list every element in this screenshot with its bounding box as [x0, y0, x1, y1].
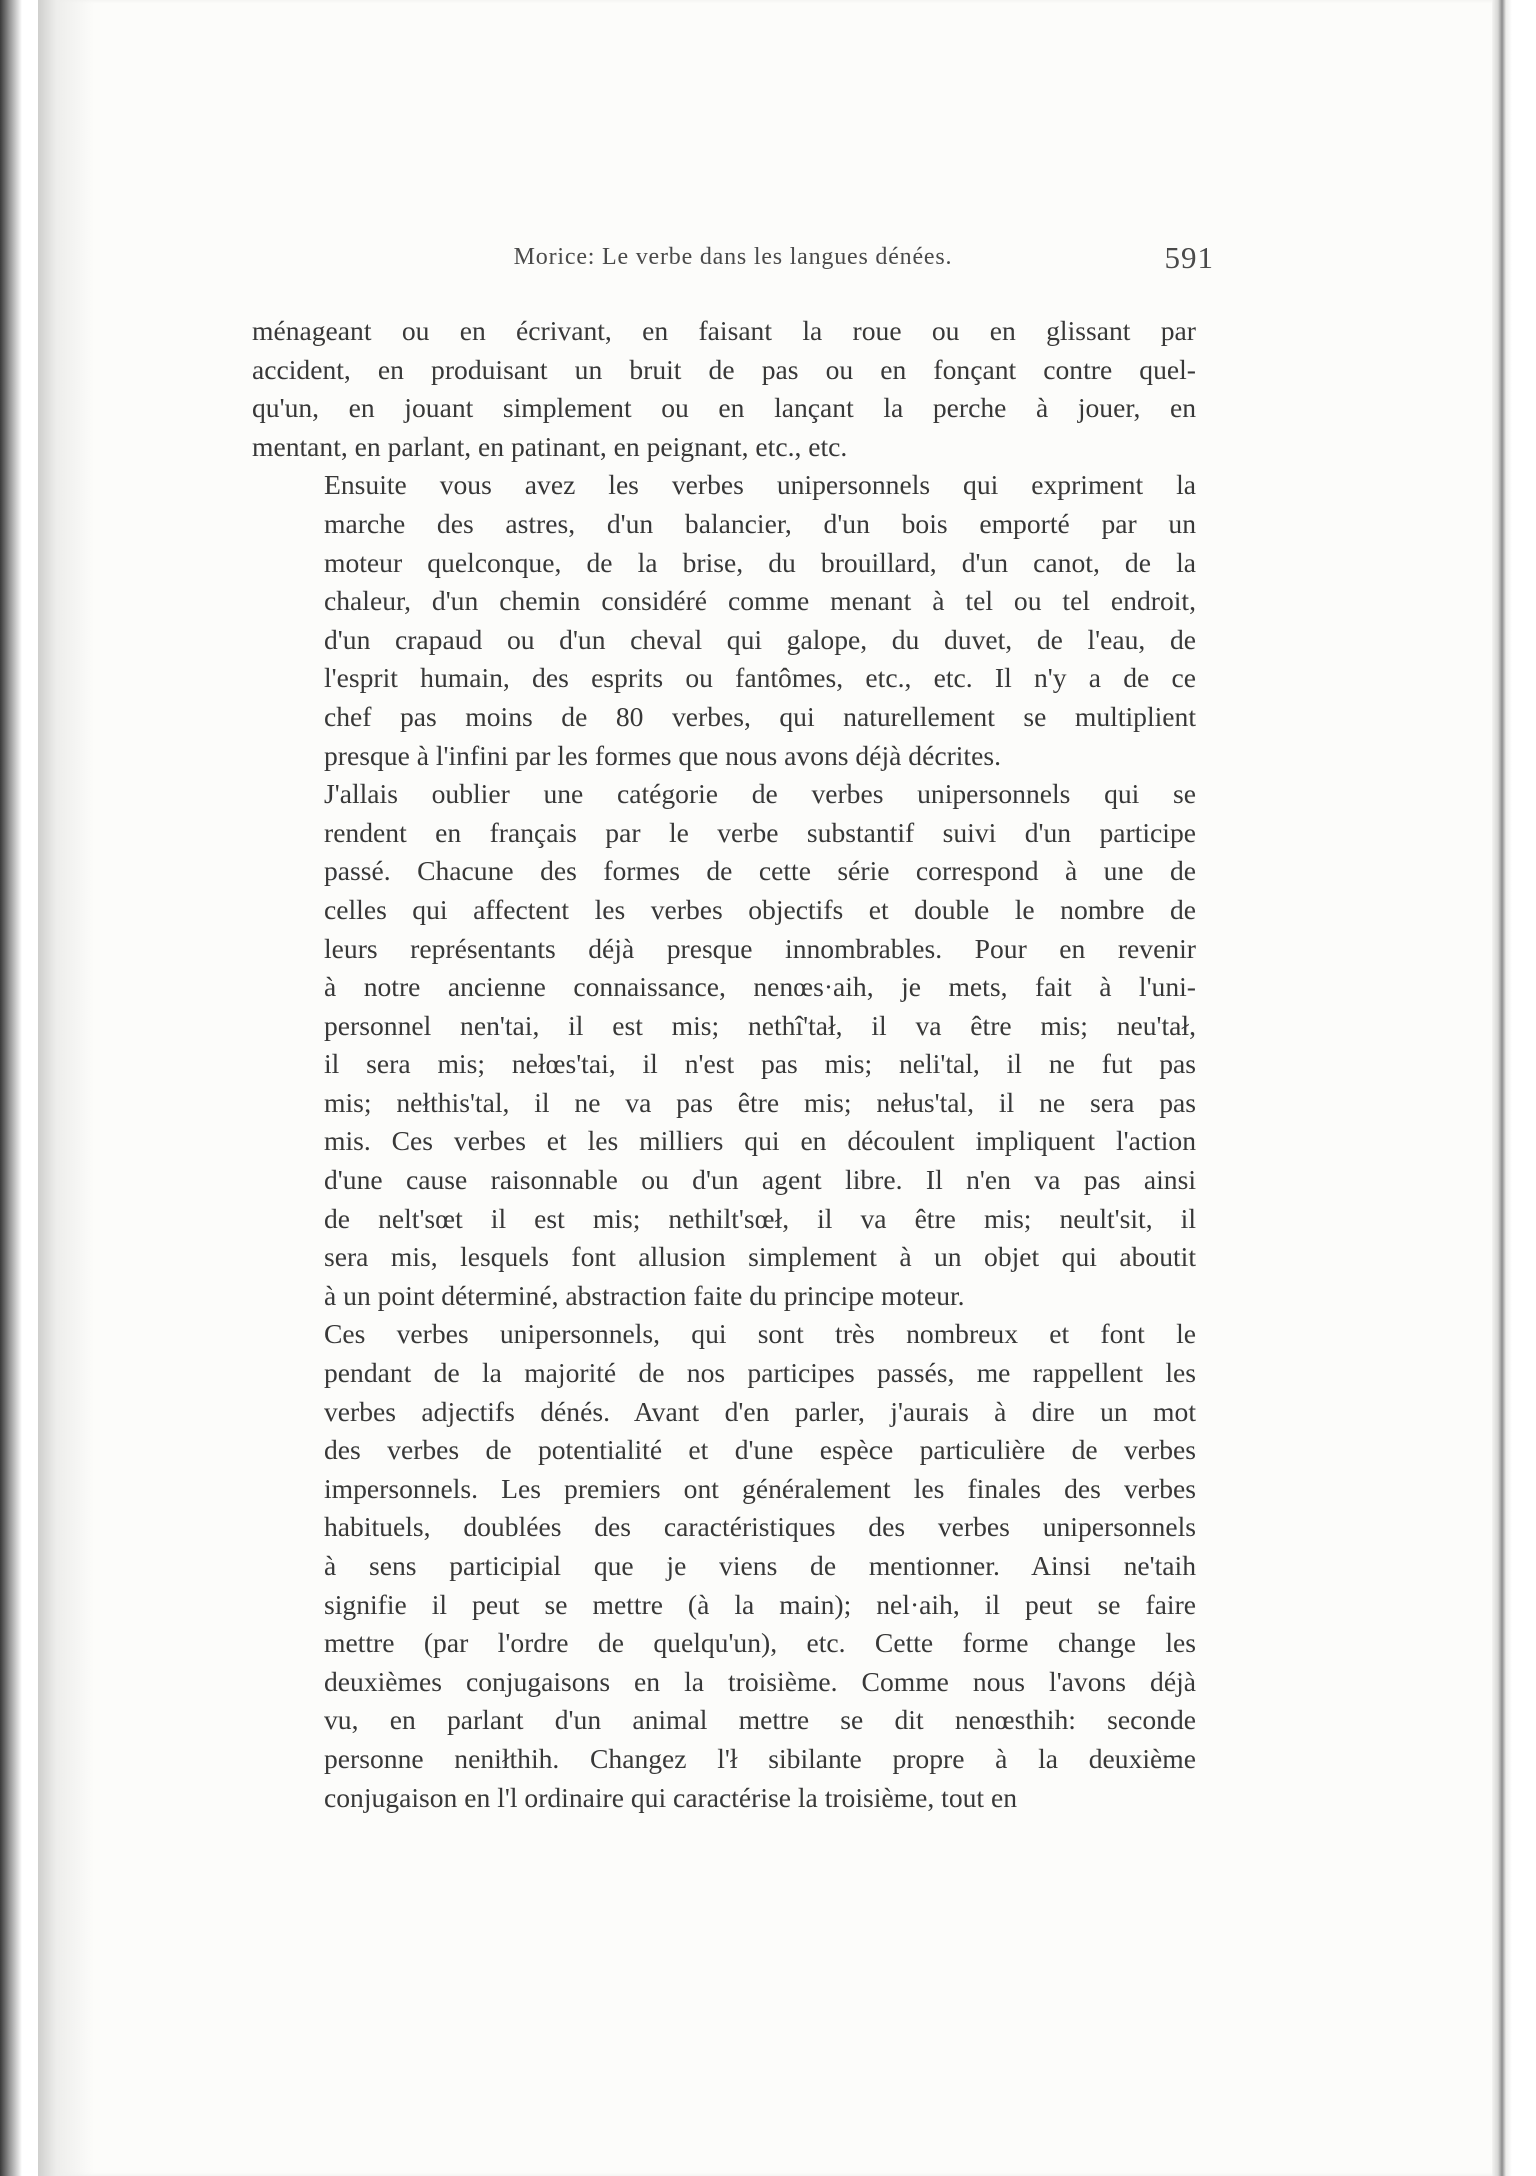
text-line: habituels, doublées des caractéristiques des verbes unipersonnels	[324, 1511, 1196, 1543]
text-line: mis; nełthis'tal, il ne va pas être mis; nełus'tal, il ne sera pas	[324, 1086, 1196, 1118]
text-line: Ensuite vous avez les verbes unipersonnels qui expriment la	[324, 469, 1196, 501]
text-line: qu'un, en jouant simplement ou en lançant la perche à jouer, en	[252, 392, 1196, 424]
text-line: ménageant ou en écrivant, en faisant la roue ou en glissant par	[252, 315, 1196, 346]
text-line: chaleur, d'un chemin considéré comme menant à tel ou tel endroit,	[324, 585, 1196, 617]
running-title: Morice: Le verbe dans les langues dénées.	[513, 244, 953, 270]
text-line: moteur quelconque, de la brise, du brouillard, d'un canot, de la	[324, 546, 1196, 578]
text-line: marche des astres, d'un balancier, d'un bois emporté par un	[324, 507, 1196, 539]
text-line: vu, en parlant d'un animal mettre se dit nenœsthih: seconde	[324, 1704, 1196, 1736]
text-line: leurs représentants déjà presque innombrables. Pour en revenir	[324, 932, 1196, 964]
body-text	[252, 312, 1196, 1817]
text-line: rendent en français par le verbe substantif suivi d'un participe	[324, 816, 1196, 848]
paragraph	[252, 1315, 1196, 1817]
text-line: personnel nen'tai, il est mis; nethî'tał, il va être mis; neu'tał,	[324, 1009, 1196, 1041]
text-line: deuxièmes conjugaisons en la troisième. Comme nous l'avons déjà	[324, 1665, 1196, 1697]
text-line: Ces verbes unipersonnels, qui sont très nombreux et font le	[324, 1318, 1196, 1350]
text-line: de nelt'sœt il est mis; nethilt'sœł, il va être mis; neult'sit, il	[324, 1202, 1196, 1234]
text-line: personne neniłthih. Changez l'ł sibilante propre à la deuxième	[324, 1742, 1196, 1774]
text-line: impersonnels. Les premiers ont généralement les finales des verbes	[324, 1472, 1196, 1504]
page-edge-right	[1492, 0, 1512, 2176]
paragraph	[252, 466, 1196, 775]
text-line: pendant de la majorité de nos participes passés, me rappellent les	[324, 1357, 1196, 1389]
text-line: passé. Chacune des formes de cette série correspond à une de	[324, 855, 1196, 887]
text-line: des verbes de potentialité et d'une espèce particulière de verbes	[324, 1434, 1196, 1466]
page-number: 591	[1164, 240, 1214, 275]
text-line: à sens participial que je viens de mentionner. Ainsi ne'taih	[324, 1550, 1196, 1581]
text-line: l'esprit humain, des esprits ou fantômes, etc., etc. Il n'y a de ce	[324, 662, 1196, 694]
text-line: sera mis, lesquels font allusion simplement à un objet qui aboutit	[324, 1241, 1196, 1273]
text-line: celles qui affectent les verbes objectifs et double le nombre de	[324, 893, 1196, 925]
text-line: à un point déterminé, abstraction faite du principe moteur.	[324, 1279, 965, 1311]
text-line: J'allais oublier une catégorie de verbes unipersonnels qui se	[324, 778, 1196, 810]
text-line: mis. Ces verbes et les milliers qui en découlent impliquent l'action	[324, 1125, 1196, 1157]
book-binding-shadow	[0, 0, 22, 2176]
text-line: mettre (par l'ordre de quelqu'un), etc. Cette forme change les	[324, 1627, 1196, 1659]
text-line: mentant, en parlant, en patinant, en peignant, etc., etc.	[252, 430, 848, 462]
text-line: d'une cause raisonnable ou d'un agent libre. Il n'en va pas ainsi	[324, 1164, 1196, 1196]
text-line: verbes adjectifs dénés. Avant d'en parler, j'aurais à dire un mot	[324, 1395, 1196, 1427]
running-header	[252, 240, 1214, 278]
text-line: d'un crapaud ou d'un cheval qui galope, du duvet, de l'eau, de	[324, 623, 1196, 655]
text-line: signifie il peut se mettre (à la main); nel·aih, il peut se faire	[324, 1588, 1196, 1620]
text-line: accident, en produisant un bruit de pas ou en fonçant contre quel-	[252, 353, 1196, 385]
text-line: chef pas moins de 80 verbes, qui naturellement se multiplient	[324, 700, 1196, 732]
text-line: il sera mis; nełœs'tai, il n'est pas mis; neli'tal, il ne fut pas	[324, 1048, 1196, 1080]
paragraph	[252, 312, 1196, 466]
page-gutter-shade	[38, 0, 94, 2176]
paragraph	[252, 775, 1196, 1315]
text-line: à notre ancienne connaissance, nenœs·aih, je mets, fait à l'uni-	[324, 971, 1196, 1003]
text-line: presque à l'infini par les formes que nous avons déjà décrites.	[324, 739, 1001, 771]
text-line: conjugaison en l'l ordinaire qui caractérise la troisième, tout en	[324, 1781, 1018, 1813]
